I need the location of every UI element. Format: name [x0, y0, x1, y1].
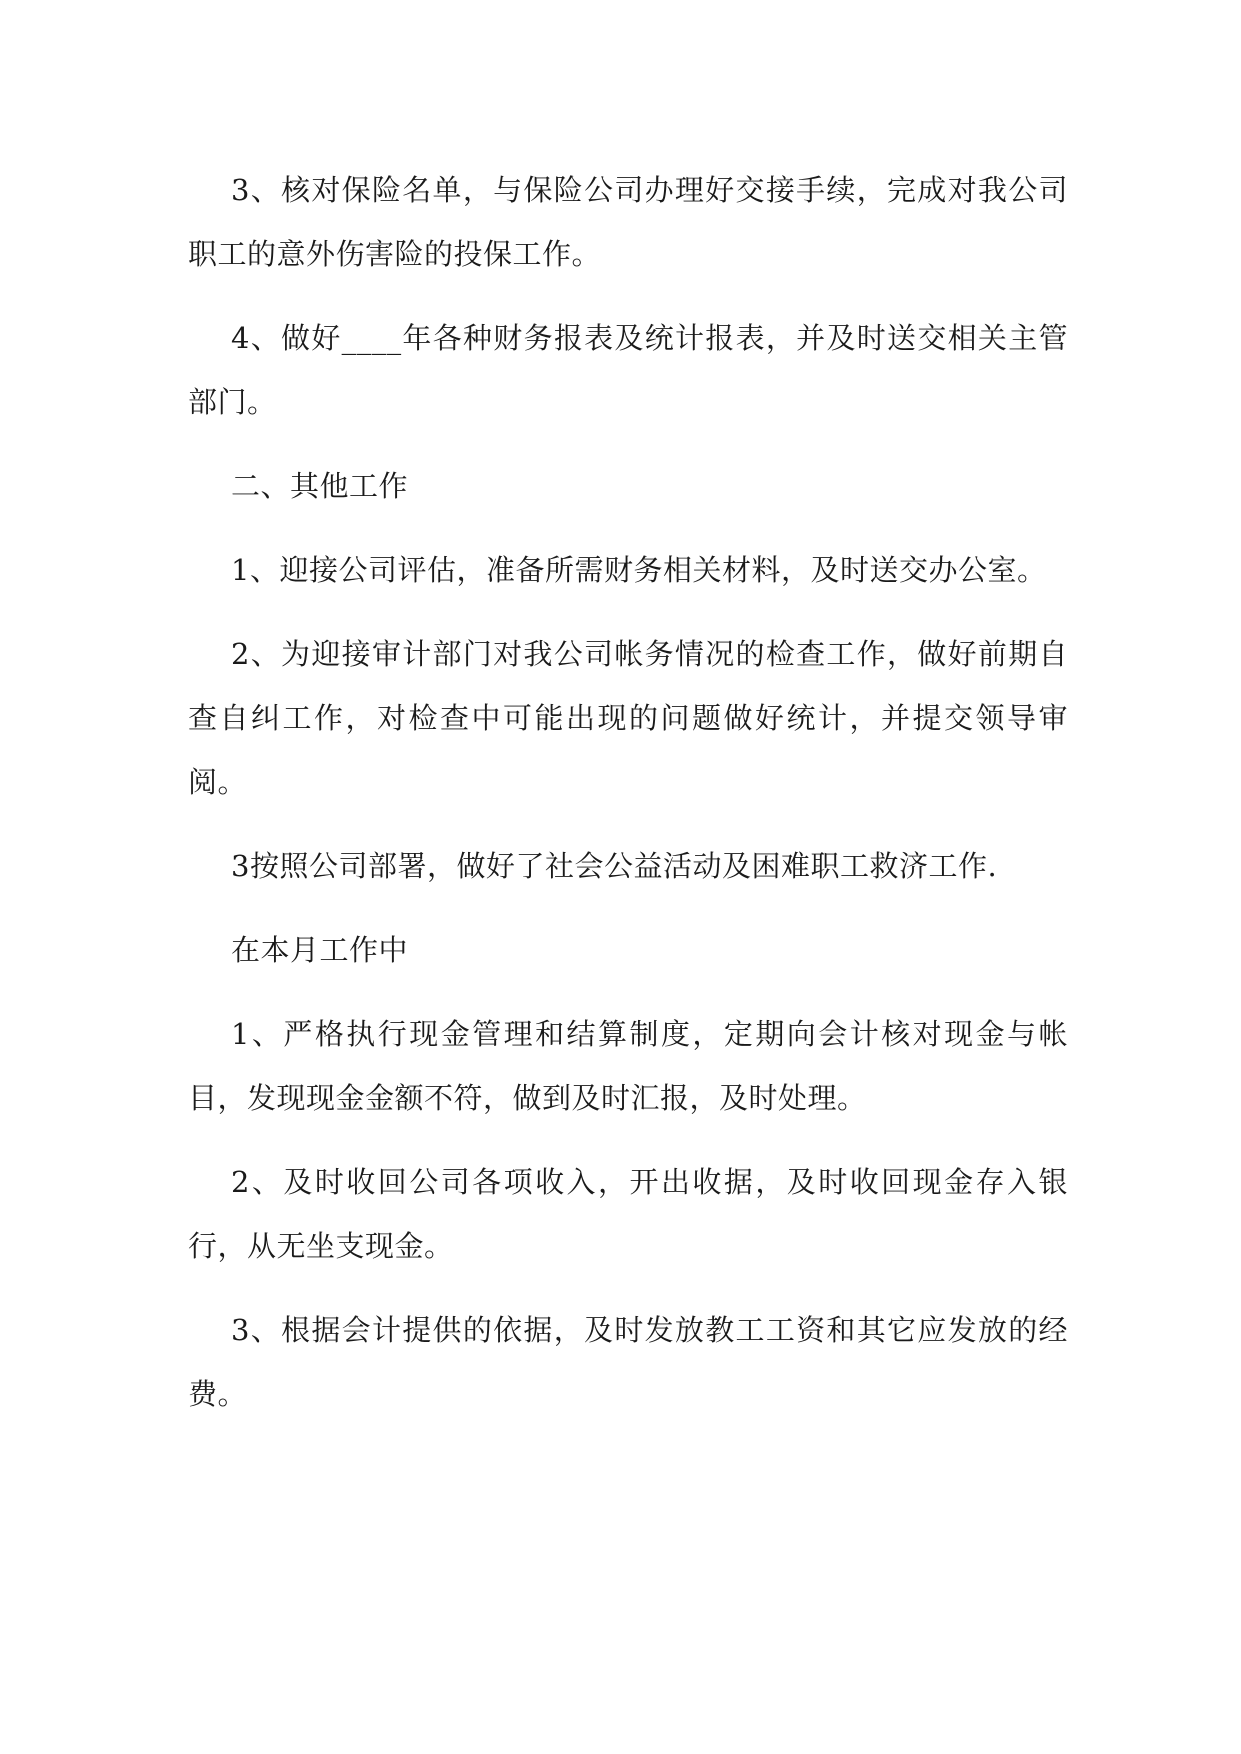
paragraph-financial-reports: 4、做好____年各种财务报表及统计报表，并及时送交相关主管部门。 — [188, 321, 1068, 419]
paragraph-income-collection: 2、及时收回公司各项收入，开出收据，及时收回现金存入银行，从无坐支现金。 — [188, 1165, 1068, 1263]
paragraph-insurance-list: 3、核对保险名单，与保险公司办理好交接手续，完成对我公司职工的意外伤害险的投保工作。 — [188, 173, 1068, 271]
paragraph-audit-preparation: 2、为迎接审计部门对我公司帐务情况的检查工作，做好前期自查自纠工作，对检查中可能出现的问题做好统计，并提交领导审阅。 — [188, 637, 1068, 799]
paragraph-company-evaluation: 1、迎接公司评估，准备所需财务相关材料，及时送交办公室。 — [231, 553, 1047, 587]
paragraph-public-welfare: 3按照公司部署，做好了社会公益活动及困难职工救济工作. — [231, 849, 998, 883]
section-heading-other-work: 二、其他工作 — [231, 469, 409, 503]
paragraph-salary-payment: 3、根据会计提供的依据，及时发放教工工资和其它应发放的经费。 — [188, 1313, 1068, 1411]
document-body — [188, 158, 1068, 1446]
paragraph-cash-management: 1、严格执行现金管理和结算制度，定期向会计核对现金与帐目，发现现金金额不符，做到及时汇报，及时处理。 — [188, 1017, 1068, 1115]
section-heading-this-month: 在本月工作中 — [231, 933, 409, 967]
